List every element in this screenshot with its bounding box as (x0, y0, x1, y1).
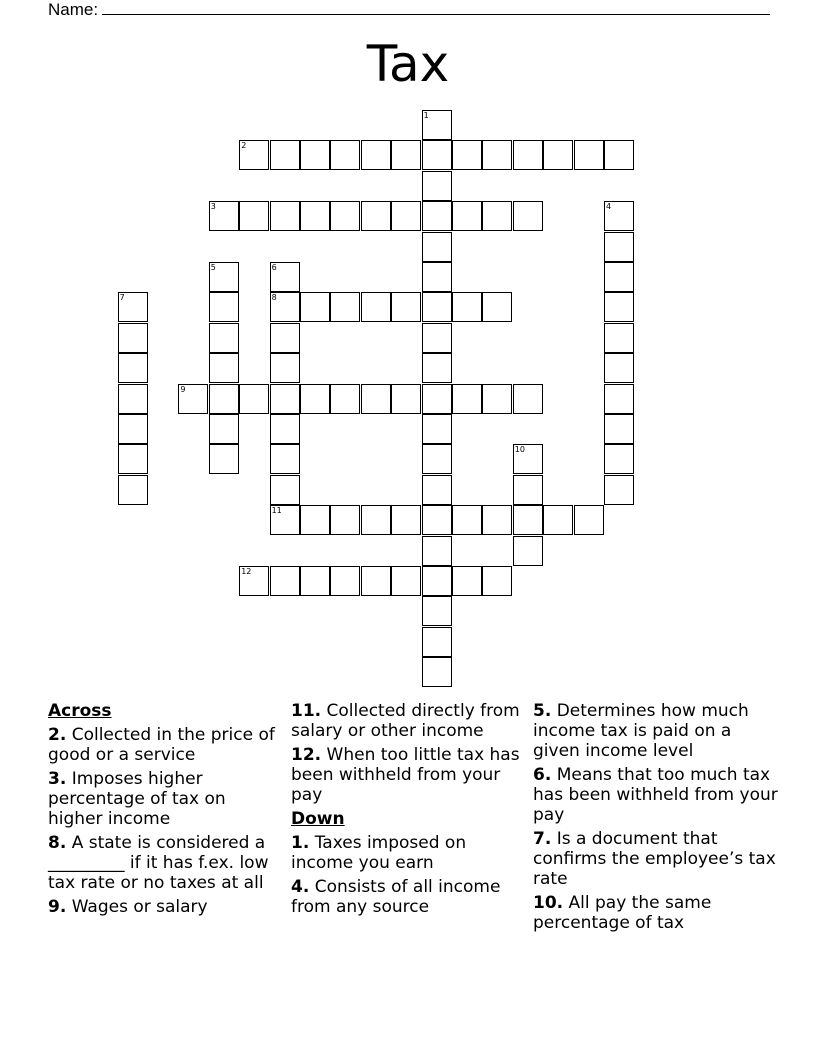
grid-cell[interactable] (604, 475, 634, 505)
grid-cell[interactable] (391, 384, 421, 414)
grid-cell[interactable] (422, 232, 452, 262)
clues-column-1 (48, 701, 284, 921)
grid-cell[interactable] (422, 414, 452, 444)
grid-cell[interactable] (513, 201, 543, 231)
grid-cell[interactable] (543, 505, 573, 535)
grid-cell[interactable] (422, 475, 452, 505)
clue-across-3: 3. Imposes higher percentage of tax on higher income (48, 769, 226, 829)
grid-cell[interactable] (452, 384, 482, 414)
grid-cell[interactable] (239, 201, 269, 231)
clue-number-label: 5 (210, 263, 216, 272)
grid-cell[interactable] (604, 140, 634, 170)
grid-cell[interactable] (270, 140, 300, 170)
grid-cell[interactable] (513, 536, 543, 566)
clue-number-label: 8 (271, 293, 277, 303)
grid-cell[interactable] (574, 505, 604, 535)
grid-cell[interactable] (270, 262, 300, 292)
grid-cell[interactable] (270, 475, 300, 505)
grid-cell[interactable] (270, 384, 300, 414)
grid-cell[interactable] (604, 444, 634, 474)
grid-cell[interactable] (452, 292, 482, 322)
grid-cell[interactable] (118, 323, 148, 353)
grid-cell[interactable] (452, 201, 482, 231)
grid-cell[interactable] (239, 566, 269, 596)
grid-cell[interactable] (300, 566, 330, 596)
grid-cell[interactable] (209, 353, 239, 383)
clue-down-6: 6. Means that too much tax has been withheld from your pay (533, 765, 778, 825)
grid-cell[interactable] (422, 444, 452, 474)
grid-cell[interactable] (452, 566, 482, 596)
name-label: Name: (48, 0, 99, 19)
grid-cell[interactable] (330, 384, 360, 414)
grid-cell[interactable] (270, 353, 300, 383)
grid-cell[interactable] (422, 596, 452, 626)
grid-cell[interactable] (604, 292, 634, 322)
grid-cell[interactable] (574, 140, 604, 170)
clue-across-12: 12. When too little tax has been withheld from your pay (291, 745, 520, 805)
grid-cell[interactable] (209, 201, 239, 231)
across-heading: Across (48, 701, 112, 721)
grid-cell[interactable] (482, 566, 512, 596)
grid-cell[interactable] (270, 505, 300, 535)
grid-cell[interactable] (209, 292, 239, 322)
down-heading: Down (291, 809, 345, 829)
clue-number-label: 1 (423, 111, 429, 120)
grid-cell[interactable] (330, 140, 360, 170)
grid-cell[interactable] (361, 292, 391, 322)
clue-number-label: 11 (271, 506, 282, 516)
grid-cell[interactable] (604, 201, 634, 231)
clue-down-10: 10. All pay the same percentage of tax (533, 893, 712, 933)
grid-cell[interactable] (361, 201, 391, 231)
grid-cell[interactable] (209, 323, 239, 353)
grid-cell[interactable] (270, 323, 300, 353)
grid-cell[interactable] (361, 566, 391, 596)
grid-cell[interactable] (270, 444, 300, 474)
grid-cell[interactable] (300, 140, 330, 170)
grid-cell[interactable] (513, 475, 543, 505)
grid-cell[interactable] (209, 414, 239, 444)
grid-cell[interactable] (270, 566, 300, 596)
grid-cell[interactable] (391, 292, 421, 322)
grid-cell[interactable] (482, 505, 512, 535)
grid-cell[interactable] (118, 414, 148, 444)
grid-cell[interactable] (118, 353, 148, 383)
grid-cell[interactable] (513, 505, 543, 535)
grid-cell[interactable] (513, 444, 543, 474)
clue-across-9: 9. Wages or salary (48, 897, 208, 917)
clue-number-label: 9 (180, 384, 186, 394)
grid-cell[interactable] (118, 292, 148, 322)
grid-cell[interactable] (300, 384, 330, 414)
clue-down-4: 4. Consists of all income from any source (291, 877, 501, 917)
grid-cell[interactable] (270, 414, 300, 444)
grid-cell[interactable] (452, 140, 482, 170)
grid-cell[interactable] (209, 444, 239, 474)
grid-cell[interactable] (422, 536, 452, 566)
grid-cell[interactable] (482, 384, 512, 414)
clue-down-7: 7. Is a document that confirms the employee’s tax rate (533, 829, 776, 889)
grid-cell[interactable] (422, 353, 452, 383)
clue-number-label: 4 (606, 202, 612, 212)
clue-number-label: 7 (119, 293, 125, 303)
grid-cell[interactable] (604, 262, 634, 292)
grid-cell[interactable] (300, 292, 330, 322)
grid-cell[interactable] (209, 384, 239, 414)
grid-cell[interactable] (604, 353, 634, 383)
grid-cell[interactable] (422, 171, 452, 201)
grid-cell[interactable] (178, 384, 208, 414)
grid-cell[interactable] (422, 566, 452, 596)
grid-cell[interactable] (330, 201, 360, 231)
grid-cell[interactable] (452, 505, 482, 535)
grid-cell[interactable] (239, 140, 269, 170)
grid-cell[interactable] (391, 201, 421, 231)
grid-cell[interactable] (361, 140, 391, 170)
grid-cell[interactable] (300, 505, 330, 535)
grid-cell[interactable] (330, 292, 360, 322)
clue-number-label: 6 (271, 263, 277, 272)
clue-across-11: 11. Collected directly from salary or other income (291, 701, 520, 741)
page-title: Tax (366, 35, 450, 93)
clues-column-2 (291, 701, 527, 921)
grid-cell[interactable] (604, 232, 634, 262)
grid-cell[interactable] (422, 323, 452, 353)
grid-cell[interactable] (361, 505, 391, 535)
clue-across-2: 2. Collected in the price of good or a service (48, 725, 275, 765)
grid-cell[interactable] (604, 384, 634, 414)
grid-cell[interactable] (118, 444, 148, 474)
clue-down-1: 1. Taxes imposed on income you earn (291, 833, 467, 873)
grid-cell[interactable] (422, 140, 452, 170)
grid-cell[interactable] (422, 505, 452, 535)
grid-cell[interactable] (330, 566, 360, 596)
clue-down-5: 5. Determines how much income tax is paid on a given income level (533, 701, 749, 761)
grid-cell[interactable] (422, 627, 452, 657)
grid-cell[interactable] (422, 201, 452, 231)
grid-cell[interactable] (422, 384, 452, 414)
grid-cell[interactable] (239, 384, 269, 414)
grid-cell[interactable] (543, 140, 573, 170)
grid-cell[interactable] (300, 201, 330, 231)
grid-cell[interactable] (391, 505, 421, 535)
grid-cell[interactable] (482, 292, 512, 322)
grid-cell[interactable] (422, 292, 452, 322)
clue-number-label: 12 (241, 567, 252, 576)
grid-cell[interactable] (270, 201, 300, 231)
grid-cell[interactable] (118, 384, 148, 414)
grid-cell[interactable] (482, 140, 512, 170)
grid-cell[interactable] (118, 475, 148, 505)
grid-cell[interactable] (422, 262, 452, 292)
grid-cell[interactable] (604, 323, 634, 353)
clue-across-8: 8. A state is considered a _________ if it has f.ex. low tax rate or no taxes at all (48, 833, 269, 893)
grid-cell[interactable] (209, 262, 239, 292)
grid-cell[interactable] (391, 140, 421, 170)
grid-cell[interactable] (482, 201, 512, 231)
grid-cell[interactable] (391, 566, 421, 596)
grid-cell[interactable] (270, 292, 300, 322)
grid-cell[interactable] (604, 414, 634, 444)
grid-cell[interactable] (422, 110, 452, 140)
clues-column-3 (533, 701, 783, 937)
grid-cell[interactable] (513, 140, 543, 170)
clue-number-label: 2 (241, 141, 247, 151)
grid-cell[interactable] (330, 505, 360, 535)
grid-cell[interactable] (422, 657, 452, 687)
grid-cell[interactable] (513, 384, 543, 414)
clue-number-label: 10 (514, 445, 525, 455)
grid-cell[interactable] (361, 384, 391, 414)
clue-number-label: 3 (210, 202, 216, 212)
